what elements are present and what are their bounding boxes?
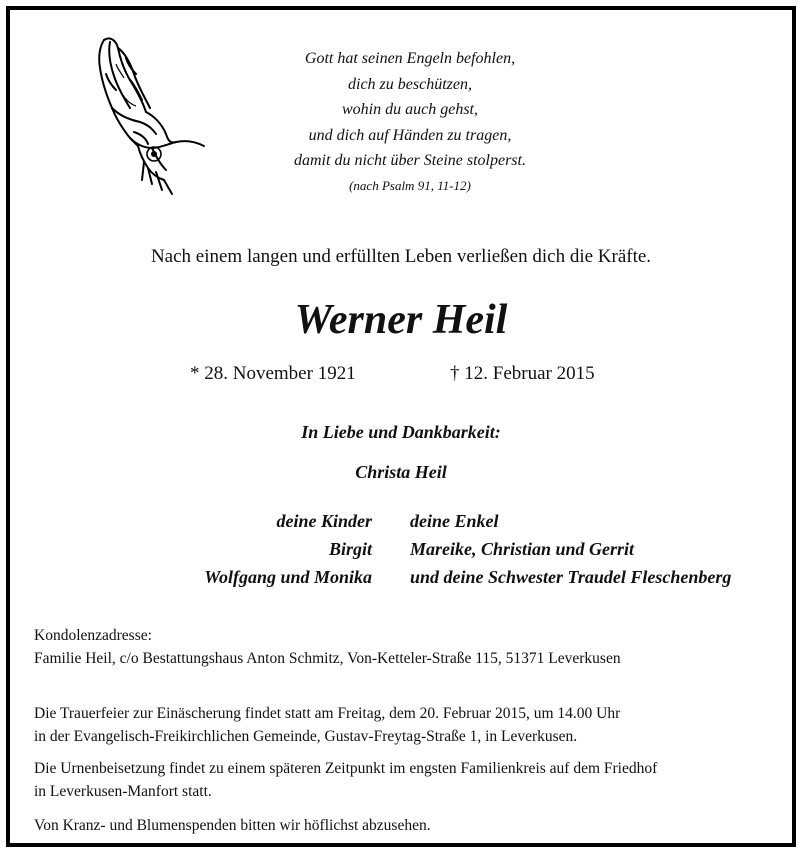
flowers-note: Von Kranz- und Blumenspenden bitten wir höflichst abzusehen.	[34, 817, 431, 834]
intro-text: Nach einem langen und erfüllten Leben verließen dich die Kräfte.	[150, 246, 652, 267]
condolence-label: Kondolenzadresse:	[34, 627, 152, 644]
mourner-line: Birgit	[328, 539, 372, 559]
mourner-line: und deine Schwester Traudel Fleschenberg	[410, 567, 732, 587]
mourner-line: deine Enkel	[410, 511, 499, 531]
birth-date: * 28. November 1921	[190, 363, 356, 384]
burial-line: Die Urnenbeisetzung findet zu einem späteren Zeitpunkt im engsten Familienkreis auf dem Friedhof	[34, 760, 658, 777]
ceremony-line: in der Evangelisch-Freikirchlichen Gemeinde, Gustav-Freytag-Straße 1, in Leverkusen.	[34, 728, 578, 745]
verse-line: damit du nicht über Steine stolperst.	[294, 152, 526, 169]
deceased-name: Werner Heil	[294, 297, 508, 343]
mourners-heading: In Liebe und Dankbarkeit:	[301, 422, 501, 442]
verse-line: und dich auf Händen zu tragen,	[308, 126, 512, 144]
verse-reference: (nach Psalm 91, 11-12)	[349, 178, 471, 193]
mourner-line: Mareike, Christian und Gerrit	[410, 539, 635, 559]
praying-hands-icon	[86, 34, 210, 204]
verse-line: Gott hat seinen Engeln befohlen,	[304, 50, 516, 67]
children-column	[204, 507, 372, 591]
burial-info	[34, 757, 657, 803]
mourner-line: deine Kinder	[276, 511, 372, 531]
burial-line: in Leverkusen-Manfort statt.	[34, 783, 212, 800]
death-date: † 12. Februar 2015	[450, 363, 595, 384]
ceremony-line: Die Trauerfeier zur Einäscherung findet statt am Freitag, dem 20. Februar 2015, um 14.00 Uhr	[34, 705, 621, 722]
mourner-line: Wolfgang und Monika	[204, 567, 372, 587]
verse-line: wohin du auch gehst,	[342, 101, 478, 118]
grandchildren-column	[410, 507, 731, 591]
bible-verse	[240, 46, 580, 174]
spouse-name: Christa Heil	[355, 462, 447, 482]
condolence-address-text: Familie Heil, c/o Bestattungshaus Anton Schmitz, Von-Ketteler-Straße 115, 51371 Leverkusen	[34, 650, 621, 667]
obituary-card	[6, 6, 796, 847]
ceremony-info	[34, 702, 620, 748]
verse-line: dich zu beschützen,	[348, 75, 472, 93]
condolence-address	[34, 624, 621, 670]
